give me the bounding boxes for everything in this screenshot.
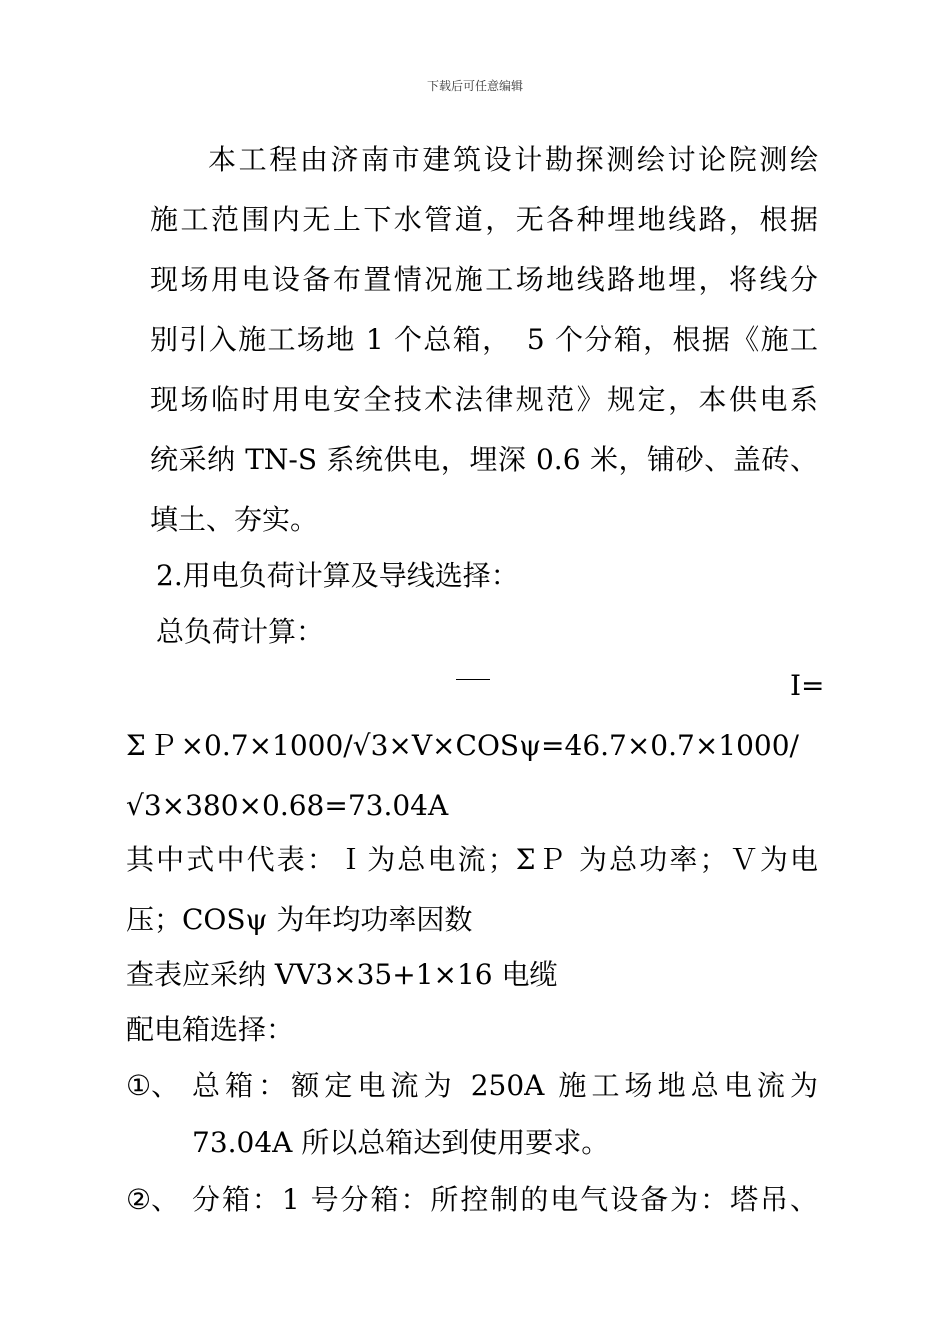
paragraph-text: 现场用电设备布置情况施工场地线路地埋，将线分 [150,263,818,296]
list-item-line [192,1068,818,1104]
paragraph-line [150,262,818,298]
formula-text: ΣＰ×0.7×1000/√3×V×COSψ=46.7×0.7×1000/ [126,729,799,762]
paragraph-text: 填土、夯实。 [150,503,319,536]
paragraph-line [150,442,818,478]
paragraph-text: 统采纳 TN-S 系统供电，埋深 0.6 米，铺砂、盖砖、 [150,443,818,476]
paragraph-line [150,502,318,538]
page-header: 下载后可任意编辑 [426,79,523,93]
paragraph-text: 本工程由济南市建筑设计勘探测绘讨论院测绘 [208,143,818,176]
cable-choice: 查表应采纳 VV3×35+1×16 电缆 [126,958,558,991]
legend-text: 其中式中代表：Ｉ为总电流；ΣＰ 为总功率；Ｖ为电 [126,843,818,876]
legend-line [126,842,818,878]
distribution-box-heading: 配电箱选择： [126,1013,295,1046]
section-heading: 2.用电负荷计算及导线选择： [156,559,519,592]
paragraph-line [208,142,818,178]
list-item-line [192,1182,818,1218]
list-item-text: 总箱：额定电流为 250A 施工场地总电流为 [192,1069,818,1102]
list-item-text: 分箱：1 号分箱：所控制的电气设备为：塔吊、 [192,1183,818,1216]
formula-lhs: I= [790,669,825,702]
list-item-line: 73.04A 所以总箱达到使用要求。 [192,1126,610,1159]
formula-line: √3×380×0.68=73.04A [126,789,449,822]
formula-line [126,728,799,764]
list-item-marker: ①、 [126,1069,180,1102]
paragraph-line [150,202,818,238]
paragraph-text: 施工范围内无上下水管道，无各种埋地线路，根据 [150,203,818,236]
subsection-heading: 总负荷计算： [156,615,325,648]
paragraph-text: 现场临时用电安全技术法律规范》规定，本供电系 [150,383,818,416]
paragraph-line [150,322,818,358]
legend-line: 压；COSψ 为年均功率因数 [126,903,473,936]
paragraph-line [150,382,818,418]
formula-dash [456,679,490,680]
paragraph-text: 别引入施工场地 1 个总箱， 5 个分箱，根据《施工 [150,323,818,356]
list-item-marker: ②、 [126,1183,180,1216]
